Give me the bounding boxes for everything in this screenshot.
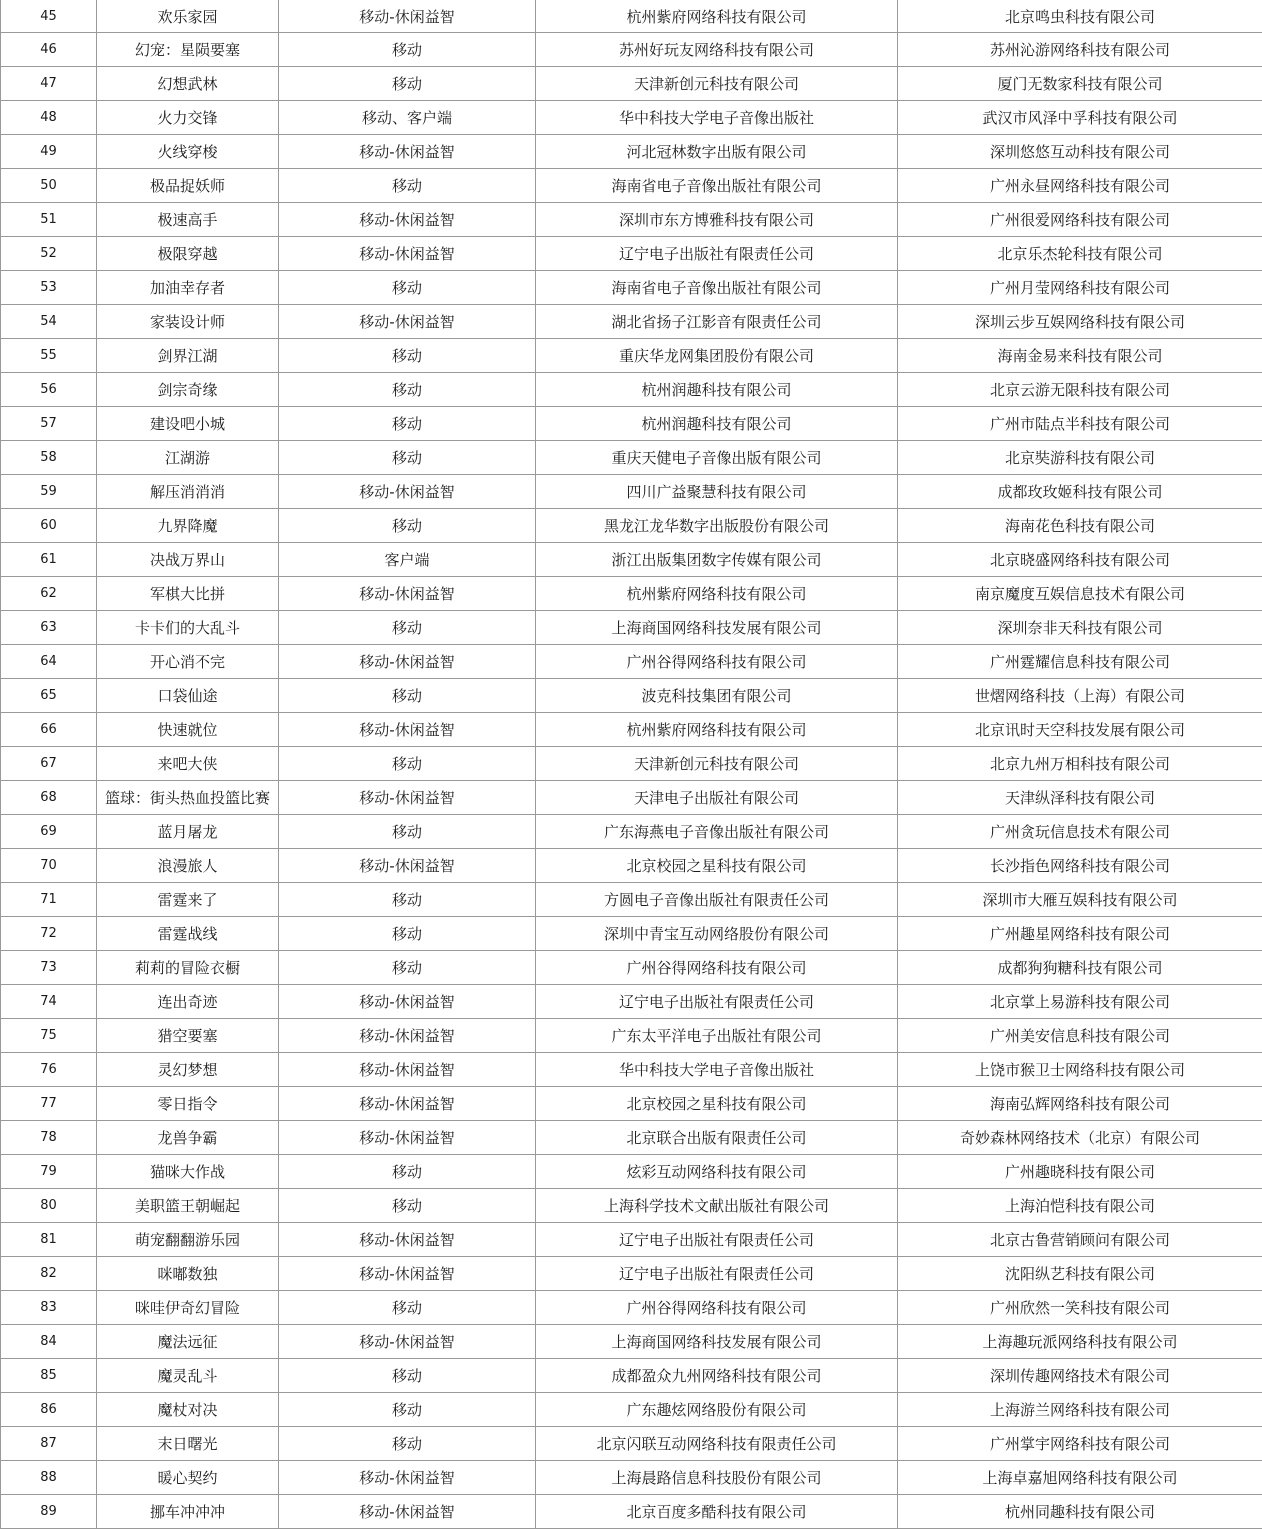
row-number-cell: 52 (1, 237, 97, 271)
publisher-cell: 成都盈众九州网络科技有限公司 (536, 1359, 898, 1393)
table-row (1, 101, 1262, 135)
publisher-cell: 辽宁电子出版社有限责任公司 (536, 985, 898, 1019)
publisher-cell: 天津新创元科技有限公司 (536, 747, 898, 781)
platform-cell: 移动-休闲益智 (279, 475, 536, 509)
row-number-cell: 68 (1, 781, 97, 815)
operator-cell: 深圳传趣网络技术有限公司 (898, 1359, 1262, 1393)
game-name-cell: 暖心契约 (97, 1461, 279, 1495)
row-number-cell: 53 (1, 271, 97, 305)
table-row (1, 849, 1262, 883)
game-name-cell: 家装设计师 (97, 305, 279, 339)
publisher-cell: 上海商国网络科技发展有限公司 (536, 611, 898, 645)
publisher-cell: 杭州润趣科技有限公司 (536, 373, 898, 407)
table-row (1, 815, 1262, 849)
operator-cell: 北京掌上易游科技有限公司 (898, 985, 1262, 1019)
platform-cell: 移动 (279, 339, 536, 373)
operator-cell: 海南花色科技有限公司 (898, 509, 1262, 543)
row-number-cell: 87 (1, 1427, 97, 1461)
table-row (1, 169, 1262, 203)
row-number-cell: 60 (1, 509, 97, 543)
game-name-cell: 咪嘟数独 (97, 1257, 279, 1291)
game-name-cell: 欢乐家园 (97, 0, 279, 33)
operator-cell: 厦门无数家科技有限公司 (898, 67, 1262, 101)
table-row (1, 611, 1262, 645)
game-name-cell: 决战万界山 (97, 543, 279, 577)
game-name-cell: 咪哇伊奇幻冒险 (97, 1291, 279, 1325)
row-number-cell: 51 (1, 203, 97, 237)
row-number-cell: 61 (1, 543, 97, 577)
publisher-cell: 波克科技集团有限公司 (536, 679, 898, 713)
platform-cell: 移动-休闲益智 (279, 1461, 536, 1495)
operator-cell: 广州市陆点半科技有限公司 (898, 407, 1262, 441)
platform-cell: 移动 (279, 441, 536, 475)
table-row (1, 1359, 1262, 1393)
row-number-cell: 50 (1, 169, 97, 203)
platform-cell: 移动-休闲益智 (279, 985, 536, 1019)
table-row (1, 1461, 1262, 1495)
table-row (1, 67, 1262, 101)
game-name-cell: 解压消消消 (97, 475, 279, 509)
operator-cell: 沈阳纵艺科技有限公司 (898, 1257, 1262, 1291)
platform-cell: 移动 (279, 917, 536, 951)
table-row (1, 1325, 1262, 1359)
platform-cell: 移动 (279, 1359, 536, 1393)
table-row (1, 271, 1262, 305)
table-row (1, 1257, 1262, 1291)
game-name-cell: 末日曙光 (97, 1427, 279, 1461)
platform-cell: 移动 (279, 1155, 536, 1189)
operator-cell: 广州贪玩信息技术有限公司 (898, 815, 1262, 849)
row-number-cell: 71 (1, 883, 97, 917)
table-row (1, 237, 1262, 271)
operator-cell: 苏州沁游网络科技有限公司 (898, 33, 1262, 67)
game-name-cell: 开心消不完 (97, 645, 279, 679)
game-name-cell: 蓝月屠龙 (97, 815, 279, 849)
game-name-cell: 美职篮王朝崛起 (97, 1189, 279, 1223)
operator-cell: 广州趣晓科技有限公司 (898, 1155, 1262, 1189)
table-row (1, 407, 1262, 441)
row-number-cell: 76 (1, 1053, 97, 1087)
platform-cell: 移动-休闲益智 (279, 577, 536, 611)
game-name-cell: 莉莉的冒险衣橱 (97, 951, 279, 985)
platform-cell: 移动-休闲益智 (279, 237, 536, 271)
operator-cell: 北京讯时天空科技发展有限公司 (898, 713, 1262, 747)
game-name-cell: 魔法远征 (97, 1325, 279, 1359)
table-row (1, 1393, 1262, 1427)
operator-cell: 长沙指色网络科技有限公司 (898, 849, 1262, 883)
row-number-cell: 46 (1, 33, 97, 67)
table-body (1, 0, 1262, 1529)
platform-cell: 移动、客户端 (279, 101, 536, 135)
operator-cell: 广州霆耀信息科技有限公司 (898, 645, 1262, 679)
game-name-cell: 猫咪大作战 (97, 1155, 279, 1189)
table-row (1, 713, 1262, 747)
operator-cell: 广州欣然一笑科技有限公司 (898, 1291, 1262, 1325)
publisher-cell: 杭州紫府网络科技有限公司 (536, 713, 898, 747)
table-row (1, 1223, 1262, 1257)
publisher-cell: 重庆华龙网集团股份有限公司 (536, 339, 898, 373)
game-name-cell: 火力交锋 (97, 101, 279, 135)
game-name-cell: 幻想武林 (97, 67, 279, 101)
game-name-cell: 加油幸存者 (97, 271, 279, 305)
platform-cell: 移动 (279, 1393, 536, 1427)
platform-cell: 移动-休闲益智 (279, 0, 536, 33)
game-name-cell: 九界降魔 (97, 509, 279, 543)
publisher-cell: 广州谷得网络科技有限公司 (536, 645, 898, 679)
publisher-cell: 浙江出版集团数字传媒有限公司 (536, 543, 898, 577)
row-number-cell: 67 (1, 747, 97, 781)
operator-cell: 杭州同趣科技有限公司 (898, 1495, 1262, 1529)
publisher-cell: 苏州好玩友网络科技有限公司 (536, 33, 898, 67)
publisher-cell: 炫彩互动网络科技有限公司 (536, 1155, 898, 1189)
game-name-cell: 魔杖对决 (97, 1393, 279, 1427)
operator-cell: 南京魔度互娱信息技术有限公司 (898, 577, 1262, 611)
row-number-cell: 65 (1, 679, 97, 713)
table-row (1, 645, 1262, 679)
publisher-cell: 上海商国网络科技发展有限公司 (536, 1325, 898, 1359)
game-name-cell: 剑界江湖 (97, 339, 279, 373)
row-number-cell: 47 (1, 67, 97, 101)
platform-cell: 移动-休闲益智 (279, 713, 536, 747)
platform-cell: 移动-休闲益智 (279, 849, 536, 883)
table-row (1, 781, 1262, 815)
operator-cell: 上海游兰网络科技有限公司 (898, 1393, 1262, 1427)
row-number-cell: 56 (1, 373, 97, 407)
game-name-cell: 雷霆来了 (97, 883, 279, 917)
table-row (1, 985, 1262, 1019)
platform-cell: 移动 (279, 883, 536, 917)
publisher-cell: 上海晨路信息科技股份有限公司 (536, 1461, 898, 1495)
operator-cell: 武汉市风泽中孚科技有限公司 (898, 101, 1262, 135)
operator-cell: 北京鸣虫科技有限公司 (898, 0, 1262, 33)
game-name-cell: 江湖游 (97, 441, 279, 475)
publisher-cell: 海南省电子音像出版社有限公司 (536, 271, 898, 305)
game-name-cell: 雷霆战线 (97, 917, 279, 951)
row-number-cell: 45 (1, 0, 97, 33)
operator-cell: 深圳悠悠互动科技有限公司 (898, 135, 1262, 169)
game-name-cell: 挪车冲冲冲 (97, 1495, 279, 1529)
table-row (1, 1291, 1262, 1325)
operator-cell: 深圳奈非天科技有限公司 (898, 611, 1262, 645)
table-row (1, 441, 1262, 475)
publisher-cell: 河北冠林数字出版有限公司 (536, 135, 898, 169)
table-row (1, 1189, 1262, 1223)
operator-cell: 北京晓盛网络科技有限公司 (898, 543, 1262, 577)
platform-cell: 移动 (279, 679, 536, 713)
game-name-cell: 魔灵乱斗 (97, 1359, 279, 1393)
publisher-cell: 广东太平洋电子出版社有限公司 (536, 1019, 898, 1053)
row-number-cell: 58 (1, 441, 97, 475)
platform-cell: 移动-休闲益智 (279, 1053, 536, 1087)
table-row (1, 1019, 1262, 1053)
row-number-cell: 63 (1, 611, 97, 645)
operator-cell: 广州掌宇网络科技有限公司 (898, 1427, 1262, 1461)
table-row (1, 1155, 1262, 1189)
table-row (1, 1121, 1262, 1155)
game-name-cell: 极限穿越 (97, 237, 279, 271)
platform-cell: 移动-休闲益智 (279, 1257, 536, 1291)
game-name-cell: 灵幻梦想 (97, 1053, 279, 1087)
publisher-cell: 方圆电子音像出版社有限责任公司 (536, 883, 898, 917)
table-row (1, 1053, 1262, 1087)
platform-cell: 移动 (279, 815, 536, 849)
table-row (1, 475, 1262, 509)
row-number-cell: 83 (1, 1291, 97, 1325)
operator-cell: 上海趣玩派网络科技有限公司 (898, 1325, 1262, 1359)
platform-cell: 移动 (279, 407, 536, 441)
game-name-cell: 火线穿梭 (97, 135, 279, 169)
table-row (1, 339, 1262, 373)
game-name-cell: 猎空要塞 (97, 1019, 279, 1053)
publisher-cell: 重庆天健电子音像出版有限公司 (536, 441, 898, 475)
table-row (1, 0, 1262, 33)
table-row (1, 509, 1262, 543)
game-name-cell: 军棋大比拼 (97, 577, 279, 611)
game-name-cell: 龙兽争霸 (97, 1121, 279, 1155)
publisher-cell: 海南省电子音像出版社有限公司 (536, 169, 898, 203)
operator-cell: 奇妙森林网络技术（北京）有限公司 (898, 1121, 1262, 1155)
table-row (1, 135, 1262, 169)
operator-cell: 广州永昼网络科技有限公司 (898, 169, 1262, 203)
platform-cell: 客户端 (279, 543, 536, 577)
publisher-cell: 北京闪联互动网络科技有限责任公司 (536, 1427, 898, 1461)
table-row (1, 373, 1262, 407)
operator-cell: 广州很爱网络科技有限公司 (898, 203, 1262, 237)
platform-cell: 移动 (279, 271, 536, 305)
operator-cell: 上海卓嘉旭网络科技有限公司 (898, 1461, 1262, 1495)
publisher-cell: 天津电子出版社有限公司 (536, 781, 898, 815)
publisher-cell: 辽宁电子出版社有限责任公司 (536, 1257, 898, 1291)
table-row (1, 1495, 1262, 1529)
operator-cell: 海南金易来科技有限公司 (898, 339, 1262, 373)
game-name-cell: 剑宗奇缘 (97, 373, 279, 407)
table-row (1, 883, 1262, 917)
operator-cell: 北京古鲁营销顾问有限公司 (898, 1223, 1262, 1257)
platform-cell: 移动 (279, 1291, 536, 1325)
row-number-cell: 49 (1, 135, 97, 169)
game-name-cell: 口袋仙途 (97, 679, 279, 713)
platform-cell: 移动-休闲益智 (279, 645, 536, 679)
publisher-cell: 辽宁电子出版社有限责任公司 (536, 1223, 898, 1257)
row-number-cell: 72 (1, 917, 97, 951)
publisher-cell: 广州谷得网络科技有限公司 (536, 1291, 898, 1325)
game-name-cell: 幻宠：星陨要塞 (97, 33, 279, 67)
row-number-cell: 55 (1, 339, 97, 373)
platform-cell: 移动 (279, 1189, 536, 1223)
game-name-cell: 浪漫旅人 (97, 849, 279, 883)
row-number-cell: 57 (1, 407, 97, 441)
publisher-cell: 广东海燕电子音像出版社有限公司 (536, 815, 898, 849)
row-number-cell: 84 (1, 1325, 97, 1359)
platform-cell: 移动-休闲益智 (279, 305, 536, 339)
game-name-cell: 快速就位 (97, 713, 279, 747)
platform-cell: 移动-休闲益智 (279, 781, 536, 815)
table-row (1, 679, 1262, 713)
publisher-cell: 杭州润趣科技有限公司 (536, 407, 898, 441)
publisher-cell: 北京校园之星科技有限公司 (536, 1087, 898, 1121)
table-row (1, 917, 1262, 951)
operator-cell: 广州月莹网络科技有限公司 (898, 271, 1262, 305)
platform-cell: 移动 (279, 509, 536, 543)
row-number-cell: 59 (1, 475, 97, 509)
game-name-cell: 零日指令 (97, 1087, 279, 1121)
row-number-cell: 80 (1, 1189, 97, 1223)
row-number-cell: 48 (1, 101, 97, 135)
operator-cell: 世熠网络科技（上海）有限公司 (898, 679, 1262, 713)
table-row (1, 203, 1262, 237)
platform-cell: 移动 (279, 1427, 536, 1461)
table-row (1, 1427, 1262, 1461)
publisher-cell: 广东趣炫网络股份有限公司 (536, 1393, 898, 1427)
platform-cell: 移动-休闲益智 (279, 1087, 536, 1121)
operator-cell: 成都玫玫姬科技有限公司 (898, 475, 1262, 509)
publisher-cell: 北京联合出版有限责任公司 (536, 1121, 898, 1155)
row-number-cell: 86 (1, 1393, 97, 1427)
operator-cell: 海南弘辉网络科技有限公司 (898, 1087, 1262, 1121)
publisher-cell: 深圳中青宝互动网络股份有限公司 (536, 917, 898, 951)
game-name-cell: 来吧大侠 (97, 747, 279, 781)
operator-cell: 北京云游无限科技有限公司 (898, 373, 1262, 407)
table-row (1, 33, 1262, 67)
game-name-cell: 篮球：街头热血投篮比赛 (97, 781, 279, 815)
table-row (1, 305, 1262, 339)
row-number-cell: 73 (1, 951, 97, 985)
publisher-cell: 辽宁电子出版社有限责任公司 (536, 237, 898, 271)
operator-cell: 北京九州万相科技有限公司 (898, 747, 1262, 781)
platform-cell: 移动-休闲益智 (279, 1121, 536, 1155)
game-name-cell: 萌宠翻翻游乐园 (97, 1223, 279, 1257)
operator-cell: 深圳市大雁互娱科技有限公司 (898, 883, 1262, 917)
operator-cell: 成都狗狗糖科技有限公司 (898, 951, 1262, 985)
platform-cell: 移动-休闲益智 (279, 203, 536, 237)
publisher-cell: 天津新创元科技有限公司 (536, 67, 898, 101)
row-number-cell: 78 (1, 1121, 97, 1155)
row-number-cell: 79 (1, 1155, 97, 1189)
row-number-cell: 70 (1, 849, 97, 883)
row-number-cell: 62 (1, 577, 97, 611)
row-number-cell: 69 (1, 815, 97, 849)
table-row (1, 543, 1262, 577)
operator-cell: 广州趣星网络科技有限公司 (898, 917, 1262, 951)
row-number-cell: 54 (1, 305, 97, 339)
game-name-cell: 极品捉妖师 (97, 169, 279, 203)
publisher-cell: 杭州紫府网络科技有限公司 (536, 577, 898, 611)
platform-cell: 移动 (279, 611, 536, 645)
platform-cell: 移动-休闲益智 (279, 1495, 536, 1529)
platform-cell: 移动-休闲益智 (279, 135, 536, 169)
row-number-cell: 89 (1, 1495, 97, 1529)
publisher-cell: 华中科技大学电子音像出版社 (536, 1053, 898, 1087)
publisher-cell: 北京百度多酷科技有限公司 (536, 1495, 898, 1529)
row-number-cell: 64 (1, 645, 97, 679)
row-number-cell: 77 (1, 1087, 97, 1121)
table-row (1, 1087, 1262, 1121)
row-number-cell: 81 (1, 1223, 97, 1257)
publisher-cell: 北京校园之星科技有限公司 (536, 849, 898, 883)
platform-cell: 移动 (279, 33, 536, 67)
publisher-cell: 四川广益聚慧科技有限公司 (536, 475, 898, 509)
row-number-cell: 85 (1, 1359, 97, 1393)
publisher-cell: 杭州紫府网络科技有限公司 (536, 0, 898, 33)
game-name-cell: 卡卡们的大乱斗 (97, 611, 279, 645)
operator-cell: 北京奘游科技有限公司 (898, 441, 1262, 475)
platform-cell: 移动-休闲益智 (279, 1223, 536, 1257)
table-row (1, 951, 1262, 985)
publisher-cell: 湖北省扬子江影音有限责任公司 (536, 305, 898, 339)
row-number-cell: 74 (1, 985, 97, 1019)
operator-cell: 上饶市猴卫士网络科技有限公司 (898, 1053, 1262, 1087)
operator-cell: 天津纵泽科技有限公司 (898, 781, 1262, 815)
platform-cell: 移动-休闲益智 (279, 1019, 536, 1053)
platform-cell: 移动 (279, 373, 536, 407)
operator-cell: 北京乐杰轮科技有限公司 (898, 237, 1262, 271)
platform-cell: 移动 (279, 67, 536, 101)
platform-cell: 移动-休闲益智 (279, 1325, 536, 1359)
platform-cell: 移动 (279, 747, 536, 781)
publisher-cell: 广州谷得网络科技有限公司 (536, 951, 898, 985)
operator-cell: 上海泊恺科技有限公司 (898, 1189, 1262, 1223)
publisher-cell: 上海科学技术文献出版社有限公司 (536, 1189, 898, 1223)
operator-cell: 深圳云步互娱网络科技有限公司 (898, 305, 1262, 339)
game-name-cell: 连出奇迹 (97, 985, 279, 1019)
row-number-cell: 88 (1, 1461, 97, 1495)
game-name-cell: 建设吧小城 (97, 407, 279, 441)
table-row (1, 577, 1262, 611)
platform-cell: 移动 (279, 951, 536, 985)
game-name-cell: 极速高手 (97, 203, 279, 237)
row-number-cell: 75 (1, 1019, 97, 1053)
row-number-cell: 66 (1, 713, 97, 747)
platform-cell: 移动 (279, 169, 536, 203)
table-row (1, 747, 1262, 781)
publisher-cell: 黑龙江龙华数字出版股份有限公司 (536, 509, 898, 543)
row-number-cell: 82 (1, 1257, 97, 1291)
publisher-cell: 深圳市东方博雅科技有限公司 (536, 203, 898, 237)
publisher-cell: 华中科技大学电子音像出版社 (536, 101, 898, 135)
operator-cell: 广州美安信息科技有限公司 (898, 1019, 1262, 1053)
